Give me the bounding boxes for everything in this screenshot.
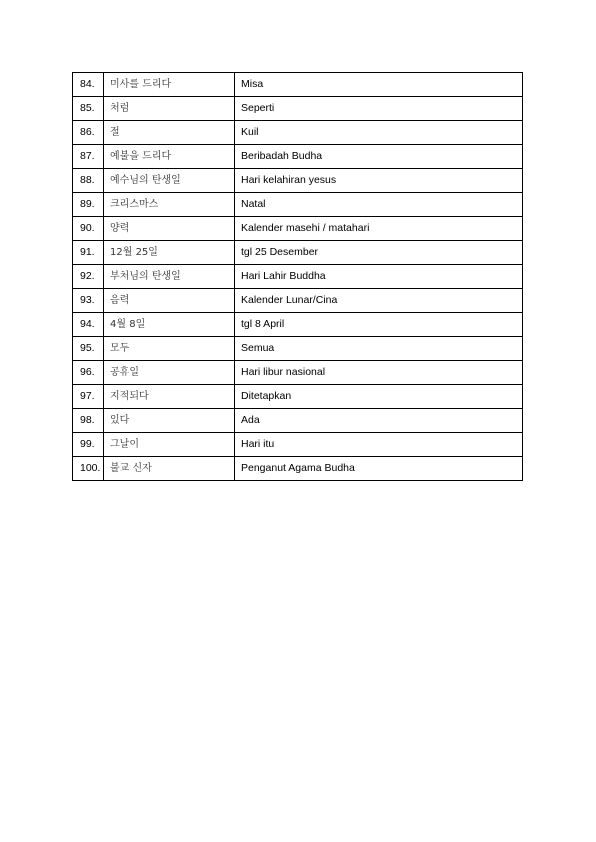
korean-term: 있다 [104,409,235,433]
row-number: 99. [73,433,104,457]
vocabulary-table [72,72,523,481]
korean-term: 미사를 드리다 [104,73,235,97]
row-number: 89. [73,193,104,217]
indonesian-translation: tgl 25 Desember [235,241,523,265]
table-row [73,361,523,385]
indonesian-translation: Hari Lahir Buddha [235,265,523,289]
korean-term: 4월 8일 [104,313,235,337]
indonesian-translation: Beribadah Budha [235,145,523,169]
table-row [73,169,523,193]
korean-term: 불교 신자 [104,457,235,481]
indonesian-translation: tgl 8 April [235,313,523,337]
korean-term: 부처님의 탄생일 [104,265,235,289]
korean-term: 크리스마스 [104,193,235,217]
table-row [73,265,523,289]
korean-term: 예수님의 탄생일 [104,169,235,193]
indonesian-translation: Ditetapkan [235,385,523,409]
row-number: 88. [73,169,104,193]
table-row [73,313,523,337]
row-number: 90. [73,217,104,241]
row-number: 100. [73,457,104,481]
row-number: 94. [73,313,104,337]
row-number: 91. [73,241,104,265]
table-row [73,145,523,169]
table-row [73,121,523,145]
indonesian-translation: Natal [235,193,523,217]
korean-term: 절 [104,121,235,145]
korean-term: 그날이 [104,433,235,457]
indonesian-translation: Hari itu [235,433,523,457]
indonesian-translation: Kalender masehi / matahari [235,217,523,241]
row-number: 96. [73,361,104,385]
table-row [73,193,523,217]
table-row [73,97,523,121]
table-row [73,217,523,241]
indonesian-translation: Kuil [235,121,523,145]
table-row [73,385,523,409]
table-row [73,409,523,433]
row-number: 87. [73,145,104,169]
korean-term: 지적되다 [104,385,235,409]
indonesian-translation: Seperti [235,97,523,121]
indonesian-translation: Kalender Lunar/Cina [235,289,523,313]
korean-term: 공휴일 [104,361,235,385]
table-row [73,457,523,481]
row-number: 85. [73,97,104,121]
table-row [73,73,523,97]
table-row [73,433,523,457]
korean-term: 처럼 [104,97,235,121]
table-row [73,337,523,361]
korean-term: 12월 25일 [104,241,235,265]
row-number: 97. [73,385,104,409]
row-number: 95. [73,337,104,361]
korean-term: 모두 [104,337,235,361]
row-number: 98. [73,409,104,433]
indonesian-translation: Hari kelahiran yesus [235,169,523,193]
indonesian-translation: Misa [235,73,523,97]
table-row [73,241,523,265]
indonesian-translation: Ada [235,409,523,433]
row-number: 92. [73,265,104,289]
row-number: 93. [73,289,104,313]
korean-term: 예불을 드리다 [104,145,235,169]
row-number: 84. [73,73,104,97]
korean-term: 양력 [104,217,235,241]
row-number: 86. [73,121,104,145]
indonesian-translation: Penganut Agama Budha [235,457,523,481]
table-row [73,289,523,313]
vocabulary-table-body [73,73,523,481]
indonesian-translation: Hari libur nasional [235,361,523,385]
korean-term: 음력 [104,289,235,313]
indonesian-translation: Semua [235,337,523,361]
